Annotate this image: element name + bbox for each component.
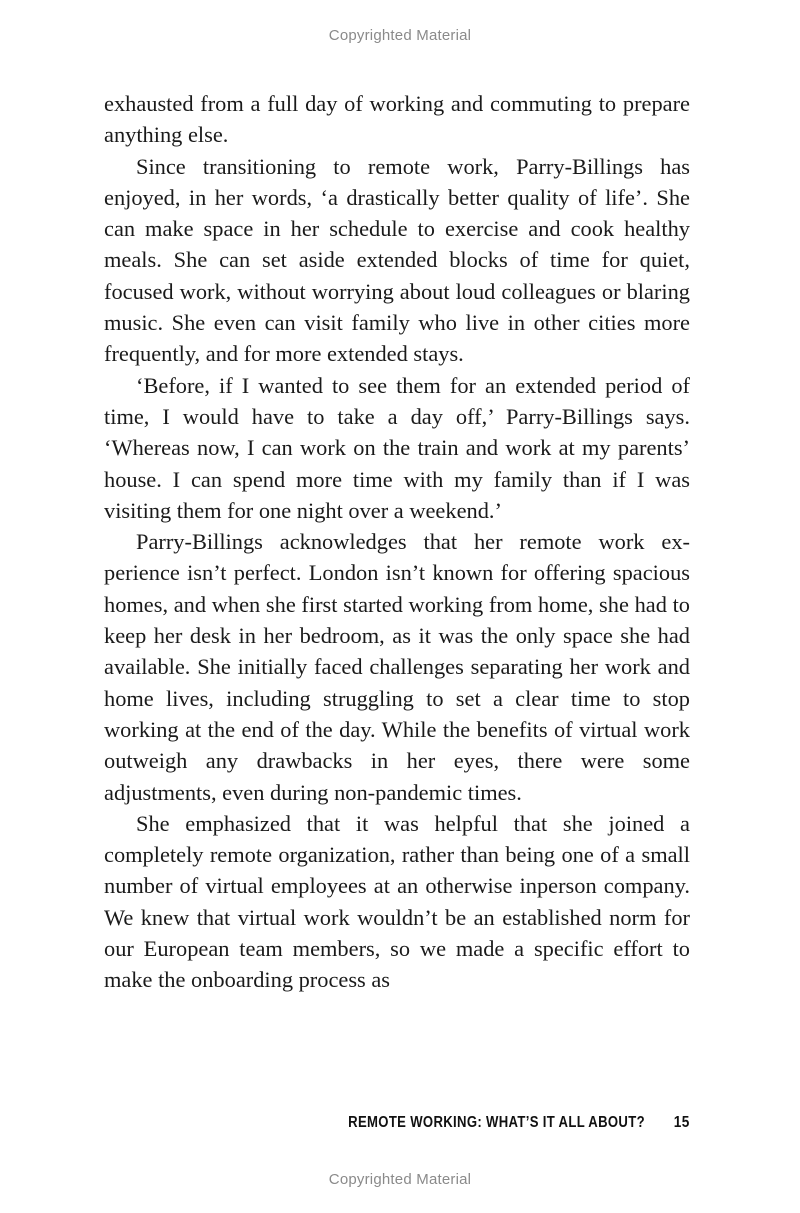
- paragraph-5: She emphasized that it was helpful that she joined a completely remote organization, rather than being one of a small number of virtual employees at an otherwise inperson company. We knew that virtual work wouldn’t be an established norm for our European team members, so we made a specific effort to make the onboarding process as: [104, 810, 690, 993]
- watermark-bottom: Copyrighted Material: [328, 1171, 472, 1188]
- watermark-top: Copyrighted Material: [328, 27, 472, 44]
- running-title: REMOTE WORKING: WHAT’S IT ALL ABOUT?: [348, 1114, 646, 1131]
- paragraph-4: Parry-Billings acknowledges that her remote work experience isn’t perfect. London isn’t known for offering spacious homes, and when she first started working from home, she had to keep her desk in her bedroom, as it was the only space she had available. She initially faced challenges separating her work and home lives, including struggling to set a clear time to stop working at the end of the day. While the benefits of virtual work outweigh any drawbacks in her eyes, there were some adjustments, even during non-pandemic times.: [104, 529, 690, 805]
- page-number: 15: [674, 1114, 690, 1131]
- body-text: [104, 88, 690, 996]
- running-footer: [104, 1110, 690, 1136]
- paragraph-3: ‘Before, if I wanted to see them for an extended period of time, I would have to take a day off,’ Parry-Billings says. ‘Whereas now, I can work on the train and work at my parents’ house. I can spend more time with my family than if I was visiting them for one night over a weekend.’: [104, 372, 690, 523]
- paragraph-1: exhausted from a full day of working and commuting to prepare anything else.: [104, 91, 690, 148]
- paragraph-2: Since transitioning to remote work, Parry-Billings has enjoyed, in her words, ‘a drastically better quality of life’. She can make space in her schedule to exercise and cook healthy meals. She can set aside extended blocks of time for quiet, focused work, without worrying about loud colleagues or blaring music. She even can visit family who live in other cities more frequently, and for more extended stays.: [104, 153, 690, 367]
